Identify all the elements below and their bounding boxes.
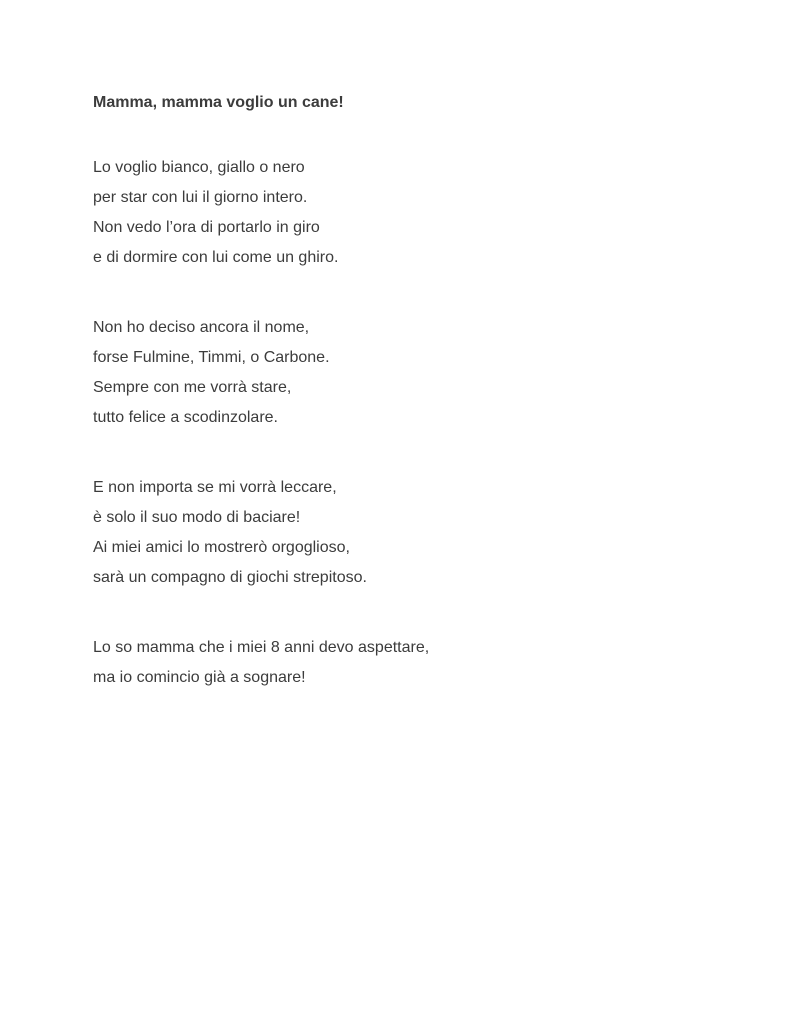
poem-line: Lo so mamma che i miei 8 anni devo aspettare, [93, 639, 430, 656]
poem-line: tutto felice a scodinzolare. [93, 409, 278, 426]
poem-line: per star con lui il giorno intero. [93, 189, 308, 206]
poem-line: Non vedo l’ora di portarlo in giro [93, 219, 320, 236]
stanza-4 [93, 633, 733, 693]
stanza-2 [93, 313, 733, 433]
poem-line: Sempre con me vorrà stare, [93, 379, 292, 396]
poem-line: ma io comincio già a sognare! [93, 669, 306, 686]
poem-line: Ai miei amici lo mostrerò orgoglioso, [93, 539, 350, 556]
poem-line: forse Fulmine, Timmi, o Carbone. [93, 349, 330, 366]
poem-line: è solo il suo modo di baciare! [93, 509, 301, 526]
poem-line: Non ho deciso ancora il nome, [93, 319, 310, 336]
poem-line: Lo voglio bianco, giallo o nero [93, 159, 305, 176]
stanza-3 [93, 473, 733, 593]
poem-line: sarà un compagno di giochi strepitoso. [93, 569, 367, 586]
poem-line: e di dormire con lui come un ghiro. [93, 249, 339, 266]
stanza-1 [93, 153, 733, 273]
poem-line: E non importa se mi vorrà leccare, [93, 479, 337, 496]
poem-title: Mamma, mamma voglio un cane! [93, 94, 344, 111]
poem-body [93, 93, 733, 693]
